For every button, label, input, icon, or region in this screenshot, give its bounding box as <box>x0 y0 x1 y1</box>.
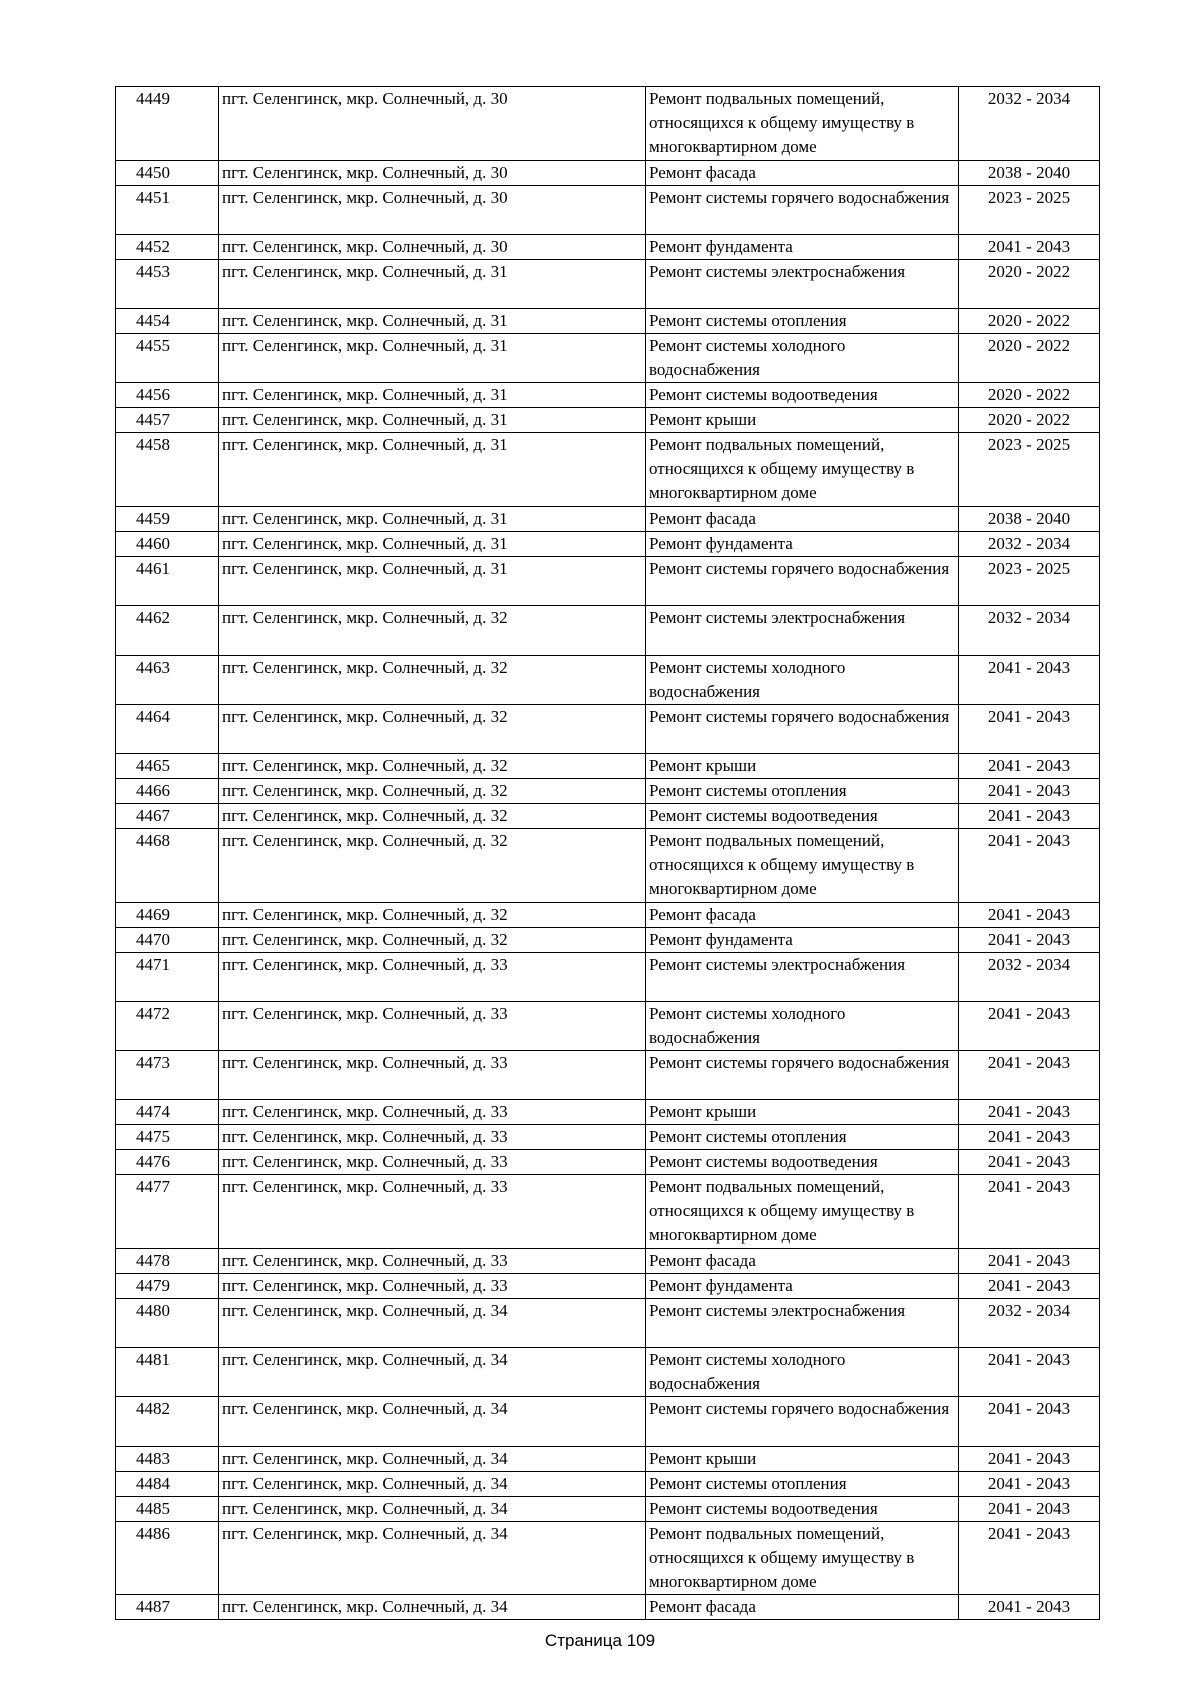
row-number: 4481 <box>116 1348 219 1397</box>
table-row <box>116 1348 1100 1397</box>
row-number: 4460 <box>116 532 219 557</box>
row-address: пгт. Селенгинск, мкр. Солнечный, д. 34 <box>219 1299 646 1348</box>
row-period: 2038 - 2040 <box>959 160 1100 185</box>
row-work-type: Ремонт системы водоотведения <box>646 1150 959 1175</box>
row-number: 4479 <box>116 1274 219 1299</box>
row-period: 2041 - 2043 <box>959 1446 1100 1471</box>
row-period: 2041 - 2043 <box>959 1175 1100 1249</box>
table-row <box>116 334 1100 383</box>
row-period: 2041 - 2043 <box>959 1496 1100 1521</box>
row-number: 4449 <box>116 87 219 161</box>
row-number: 4450 <box>116 160 219 185</box>
row-address: пгт. Селенгинск, мкр. Солнечный, д. 31 <box>219 309 646 334</box>
row-address: пгт. Селенгинск, мкр. Солнечный, д. 32 <box>219 828 646 902</box>
table-body <box>116 87 1100 1620</box>
table-row <box>116 704 1100 753</box>
row-address: пгт. Селенгинск, мкр. Солнечный, д. 33 <box>219 1150 646 1175</box>
row-address: пгт. Селенгинск, мкр. Солнечный, д. 34 <box>219 1446 646 1471</box>
row-number: 4474 <box>116 1100 219 1125</box>
row-work-type: Ремонт системы горячего водоснабжения <box>646 557 959 606</box>
row-work-type: Ремонт системы отопления <box>646 1471 959 1496</box>
table-row <box>116 606 1100 655</box>
row-work-type: Ремонт фундамента <box>646 234 959 259</box>
row-work-type: Ремонт фасада <box>646 1595 959 1620</box>
row-address: пгт. Селенгинск, мкр. Солнечный, д. 34 <box>219 1595 646 1620</box>
table-row <box>116 803 1100 828</box>
row-number: 4484 <box>116 1471 219 1496</box>
table-row <box>116 234 1100 259</box>
table-row <box>116 557 1100 606</box>
row-period: 2041 - 2043 <box>959 927 1100 952</box>
row-address: пгт. Селенгинск, мкр. Солнечный, д. 32 <box>219 753 646 778</box>
row-number: 4458 <box>116 433 219 507</box>
table-row <box>116 1125 1100 1150</box>
row-address: пгт. Селенгинск, мкр. Солнечный, д. 31 <box>219 557 646 606</box>
row-number: 4471 <box>116 952 219 1001</box>
row-period: 2041 - 2043 <box>959 1397 1100 1446</box>
row-work-type: Ремонт системы холодного водоснабжения <box>646 655 959 704</box>
row-number: 4455 <box>116 334 219 383</box>
row-address: пгт. Селенгинск, мкр. Солнечный, д. 33 <box>219 1249 646 1274</box>
table-row <box>116 927 1100 952</box>
row-number: 4476 <box>116 1150 219 1175</box>
row-number: 4468 <box>116 828 219 902</box>
row-address: пгт. Селенгинск, мкр. Солнечный, д. 32 <box>219 704 646 753</box>
row-address: пгт. Селенгинск, мкр. Солнечный, д. 33 <box>219 1051 646 1100</box>
row-work-type: Ремонт системы электроснабжения <box>646 606 959 655</box>
row-number: 4470 <box>116 927 219 952</box>
row-period: 2041 - 2043 <box>959 1471 1100 1496</box>
row-work-type: Ремонт крыши <box>646 1100 959 1125</box>
row-address: пгт. Селенгинск, мкр. Солнечный, д. 32 <box>219 778 646 803</box>
row-period: 2041 - 2043 <box>959 902 1100 927</box>
row-address: пгт. Селенгинск, мкр. Солнечный, д. 31 <box>219 334 646 383</box>
row-work-type: Ремонт подвальных помещений, относящихся к общему имуществу в многоквартирном доме <box>646 1175 959 1249</box>
row-address: пгт. Селенгинск, мкр. Солнечный, д. 34 <box>219 1397 646 1446</box>
row-work-type: Ремонт системы горячего водоснабжения <box>646 1051 959 1100</box>
table-row <box>116 1249 1100 1274</box>
row-work-type: Ремонт фундамента <box>646 1274 959 1299</box>
row-address: пгт. Селенгинск, мкр. Солнечный, д. 33 <box>219 1125 646 1150</box>
row-period: 2041 - 2043 <box>959 1595 1100 1620</box>
row-address: пгт. Селенгинск, мкр. Солнечный, д. 30 <box>219 160 646 185</box>
row-work-type: Ремонт подвальных помещений, относящихся к общему имуществу в многоквартирном доме <box>646 1521 959 1595</box>
row-period: 2041 - 2043 <box>959 753 1100 778</box>
row-period: 2041 - 2043 <box>959 1274 1100 1299</box>
row-work-type: Ремонт фасада <box>646 1249 959 1274</box>
row-number: 4466 <box>116 778 219 803</box>
row-work-type: Ремонт системы отопления <box>646 309 959 334</box>
row-number: 4469 <box>116 902 219 927</box>
row-address: пгт. Селенгинск, мкр. Солнечный, д. 34 <box>219 1471 646 1496</box>
table-row <box>116 1471 1100 1496</box>
row-address: пгт. Селенгинск, мкр. Солнечный, д. 30 <box>219 87 646 161</box>
row-address: пгт. Селенгинск, мкр. Солнечный, д. 31 <box>219 383 646 408</box>
row-period: 2023 - 2025 <box>959 557 1100 606</box>
row-address: пгт. Селенгинск, мкр. Солнечный, д. 32 <box>219 606 646 655</box>
row-period: 2020 - 2022 <box>959 309 1100 334</box>
table-row <box>116 655 1100 704</box>
table-row <box>116 828 1100 902</box>
row-address: пгт. Селенгинск, мкр. Солнечный, д. 31 <box>219 408 646 433</box>
row-address: пгт. Селенгинск, мкр. Солнечный, д. 32 <box>219 655 646 704</box>
row-work-type: Ремонт фасада <box>646 902 959 927</box>
row-address: пгт. Селенгинск, мкр. Солнечный, д. 31 <box>219 259 646 308</box>
row-address: пгт. Селенгинск, мкр. Солнечный, д. 34 <box>219 1521 646 1595</box>
row-period: 2032 - 2034 <box>959 952 1100 1001</box>
row-number: 4453 <box>116 259 219 308</box>
row-work-type: Ремонт крыши <box>646 753 959 778</box>
table-row <box>116 902 1100 927</box>
row-address: пгт. Селенгинск, мкр. Солнечный, д. 31 <box>219 532 646 557</box>
row-address: пгт. Селенгинск, мкр. Солнечный, д. 31 <box>219 433 646 507</box>
row-address: пгт. Селенгинск, мкр. Солнечный, д. 33 <box>219 1100 646 1125</box>
row-number: 4482 <box>116 1397 219 1446</box>
row-work-type: Ремонт подвальных помещений, относящихся к общему имуществу в многоквартирном доме <box>646 87 959 161</box>
row-period: 2041 - 2043 <box>959 1348 1100 1397</box>
row-period: 2020 - 2022 <box>959 383 1100 408</box>
row-period: 2041 - 2043 <box>959 828 1100 902</box>
row-work-type: Ремонт фундамента <box>646 927 959 952</box>
row-number: 4478 <box>116 1249 219 1274</box>
row-number: 4452 <box>116 234 219 259</box>
row-address: пгт. Селенгинск, мкр. Солнечный, д. 30 <box>219 185 646 234</box>
row-period: 2041 - 2043 <box>959 1521 1100 1595</box>
row-work-type: Ремонт подвальных помещений, относящихся к общему имуществу в многоквартирном доме <box>646 828 959 902</box>
row-number: 4473 <box>116 1051 219 1100</box>
row-address: пгт. Селенгинск, мкр. Солнечный, д. 33 <box>219 952 646 1001</box>
row-period: 2020 - 2022 <box>959 334 1100 383</box>
row-work-type: Ремонт крыши <box>646 408 959 433</box>
row-work-type: Ремонт системы отопления <box>646 1125 959 1150</box>
row-work-type: Ремонт фасада <box>646 160 959 185</box>
row-work-type: Ремонт системы водоотведения <box>646 1496 959 1521</box>
row-number: 4459 <box>116 507 219 532</box>
row-address: пгт. Селенгинск, мкр. Солнечный, д. 32 <box>219 902 646 927</box>
row-work-type: Ремонт системы электроснабжения <box>646 1299 959 1348</box>
row-work-type: Ремонт системы горячего водоснабжения <box>646 704 959 753</box>
table-row <box>116 87 1100 161</box>
row-work-type: Ремонт системы холодного водоснабжения <box>646 1348 959 1397</box>
row-period: 2041 - 2043 <box>959 1001 1100 1050</box>
row-number: 4457 <box>116 408 219 433</box>
row-period: 2023 - 2025 <box>959 433 1100 507</box>
table-row <box>116 1150 1100 1175</box>
row-period: 2038 - 2040 <box>959 507 1100 532</box>
row-number: 4454 <box>116 309 219 334</box>
row-address: пгт. Селенгинск, мкр. Солнечный, д. 32 <box>219 803 646 828</box>
table-row <box>116 1100 1100 1125</box>
row-period: 2032 - 2034 <box>959 1299 1100 1348</box>
row-period: 2032 - 2034 <box>959 87 1100 161</box>
table-row <box>116 160 1100 185</box>
row-period: 2032 - 2034 <box>959 532 1100 557</box>
row-work-type: Ремонт системы холодного водоснабжения <box>646 334 959 383</box>
row-work-type: Ремонт системы электроснабжения <box>646 952 959 1001</box>
row-number: 4472 <box>116 1001 219 1050</box>
document-sheet <box>115 86 1099 1620</box>
row-number: 4483 <box>116 1446 219 1471</box>
table-row <box>116 778 1100 803</box>
table-row <box>116 1496 1100 1521</box>
row-period: 2041 - 2043 <box>959 1051 1100 1100</box>
row-period: 2041 - 2043 <box>959 1249 1100 1274</box>
row-period: 2041 - 2043 <box>959 704 1100 753</box>
repair-schedule-table <box>115 86 1100 1620</box>
row-work-type: Ремонт системы отопления <box>646 778 959 803</box>
row-address: пгт. Селенгинск, мкр. Солнечный, д. 31 <box>219 507 646 532</box>
table-row <box>116 433 1100 507</box>
row-period: 2023 - 2025 <box>959 185 1100 234</box>
row-work-type: Ремонт системы горячего водоснабжения <box>646 185 959 234</box>
row-period: 2041 - 2043 <box>959 234 1100 259</box>
row-address: пгт. Селенгинск, мкр. Солнечный, д. 33 <box>219 1274 646 1299</box>
row-number: 4475 <box>116 1125 219 1150</box>
row-number: 4485 <box>116 1496 219 1521</box>
table-row <box>116 259 1100 308</box>
table-row <box>116 507 1100 532</box>
page-number: Страница 109 <box>544 1631 656 1650</box>
table-row <box>116 1001 1100 1050</box>
row-period: 2041 - 2043 <box>959 1150 1100 1175</box>
row-address: пгт. Селенгинск, мкр. Солнечный, д. 34 <box>219 1496 646 1521</box>
row-address: пгт. Селенгинск, мкр. Солнечный, д. 30 <box>219 234 646 259</box>
row-work-type: Ремонт подвальных помещений, относящихся к общему имуществу в многоквартирном доме <box>646 433 959 507</box>
table-row <box>116 1397 1100 1446</box>
row-work-type: Ремонт системы водоотведения <box>646 803 959 828</box>
row-number: 4477 <box>116 1175 219 1249</box>
table-row <box>116 1446 1100 1471</box>
row-number: 4480 <box>116 1299 219 1348</box>
table-row <box>116 532 1100 557</box>
row-number: 4462 <box>116 606 219 655</box>
row-period: 2041 - 2043 <box>959 778 1100 803</box>
table-row <box>116 408 1100 433</box>
row-work-type: Ремонт крыши <box>646 1446 959 1471</box>
table-row <box>116 1595 1100 1620</box>
table-row <box>116 383 1100 408</box>
row-number: 4461 <box>116 557 219 606</box>
row-work-type: Ремонт системы водоотведения <box>646 383 959 408</box>
table-row <box>116 1051 1100 1100</box>
row-period: 2020 - 2022 <box>959 408 1100 433</box>
row-work-type: Ремонт фасада <box>646 507 959 532</box>
row-address: пгт. Селенгинск, мкр. Солнечный, д. 33 <box>219 1001 646 1050</box>
row-address: пгт. Селенгинск, мкр. Солнечный, д. 32 <box>219 927 646 952</box>
table-row <box>116 753 1100 778</box>
table-row <box>116 1175 1100 1249</box>
row-address: пгт. Селенгинск, мкр. Солнечный, д. 33 <box>219 1175 646 1249</box>
row-period: 2032 - 2034 <box>959 606 1100 655</box>
row-work-type: Ремонт системы электроснабжения <box>646 259 959 308</box>
row-number: 4487 <box>116 1595 219 1620</box>
table-row <box>116 185 1100 234</box>
row-period: 2020 - 2022 <box>959 259 1100 308</box>
row-number: 4463 <box>116 655 219 704</box>
row-address: пгт. Селенгинск, мкр. Солнечный, д. 34 <box>219 1348 646 1397</box>
row-number: 4486 <box>116 1521 219 1595</box>
row-number: 4467 <box>116 803 219 828</box>
row-number: 4465 <box>116 753 219 778</box>
row-number: 4464 <box>116 704 219 753</box>
row-period: 2041 - 2043 <box>959 655 1100 704</box>
row-number: 4456 <box>116 383 219 408</box>
row-period: 2041 - 2043 <box>959 1100 1100 1125</box>
table-row <box>116 309 1100 334</box>
row-period: 2041 - 2043 <box>959 1125 1100 1150</box>
table-row <box>116 1521 1100 1595</box>
table-row <box>116 1299 1100 1348</box>
row-work-type: Ремонт фундамента <box>646 532 959 557</box>
row-work-type: Ремонт системы холодного водоснабжения <box>646 1001 959 1050</box>
table-row <box>116 952 1100 1001</box>
row-period: 2041 - 2043 <box>959 803 1100 828</box>
row-number: 4451 <box>116 185 219 234</box>
table-row <box>116 1274 1100 1299</box>
row-work-type: Ремонт системы горячего водоснабжения <box>646 1397 959 1446</box>
